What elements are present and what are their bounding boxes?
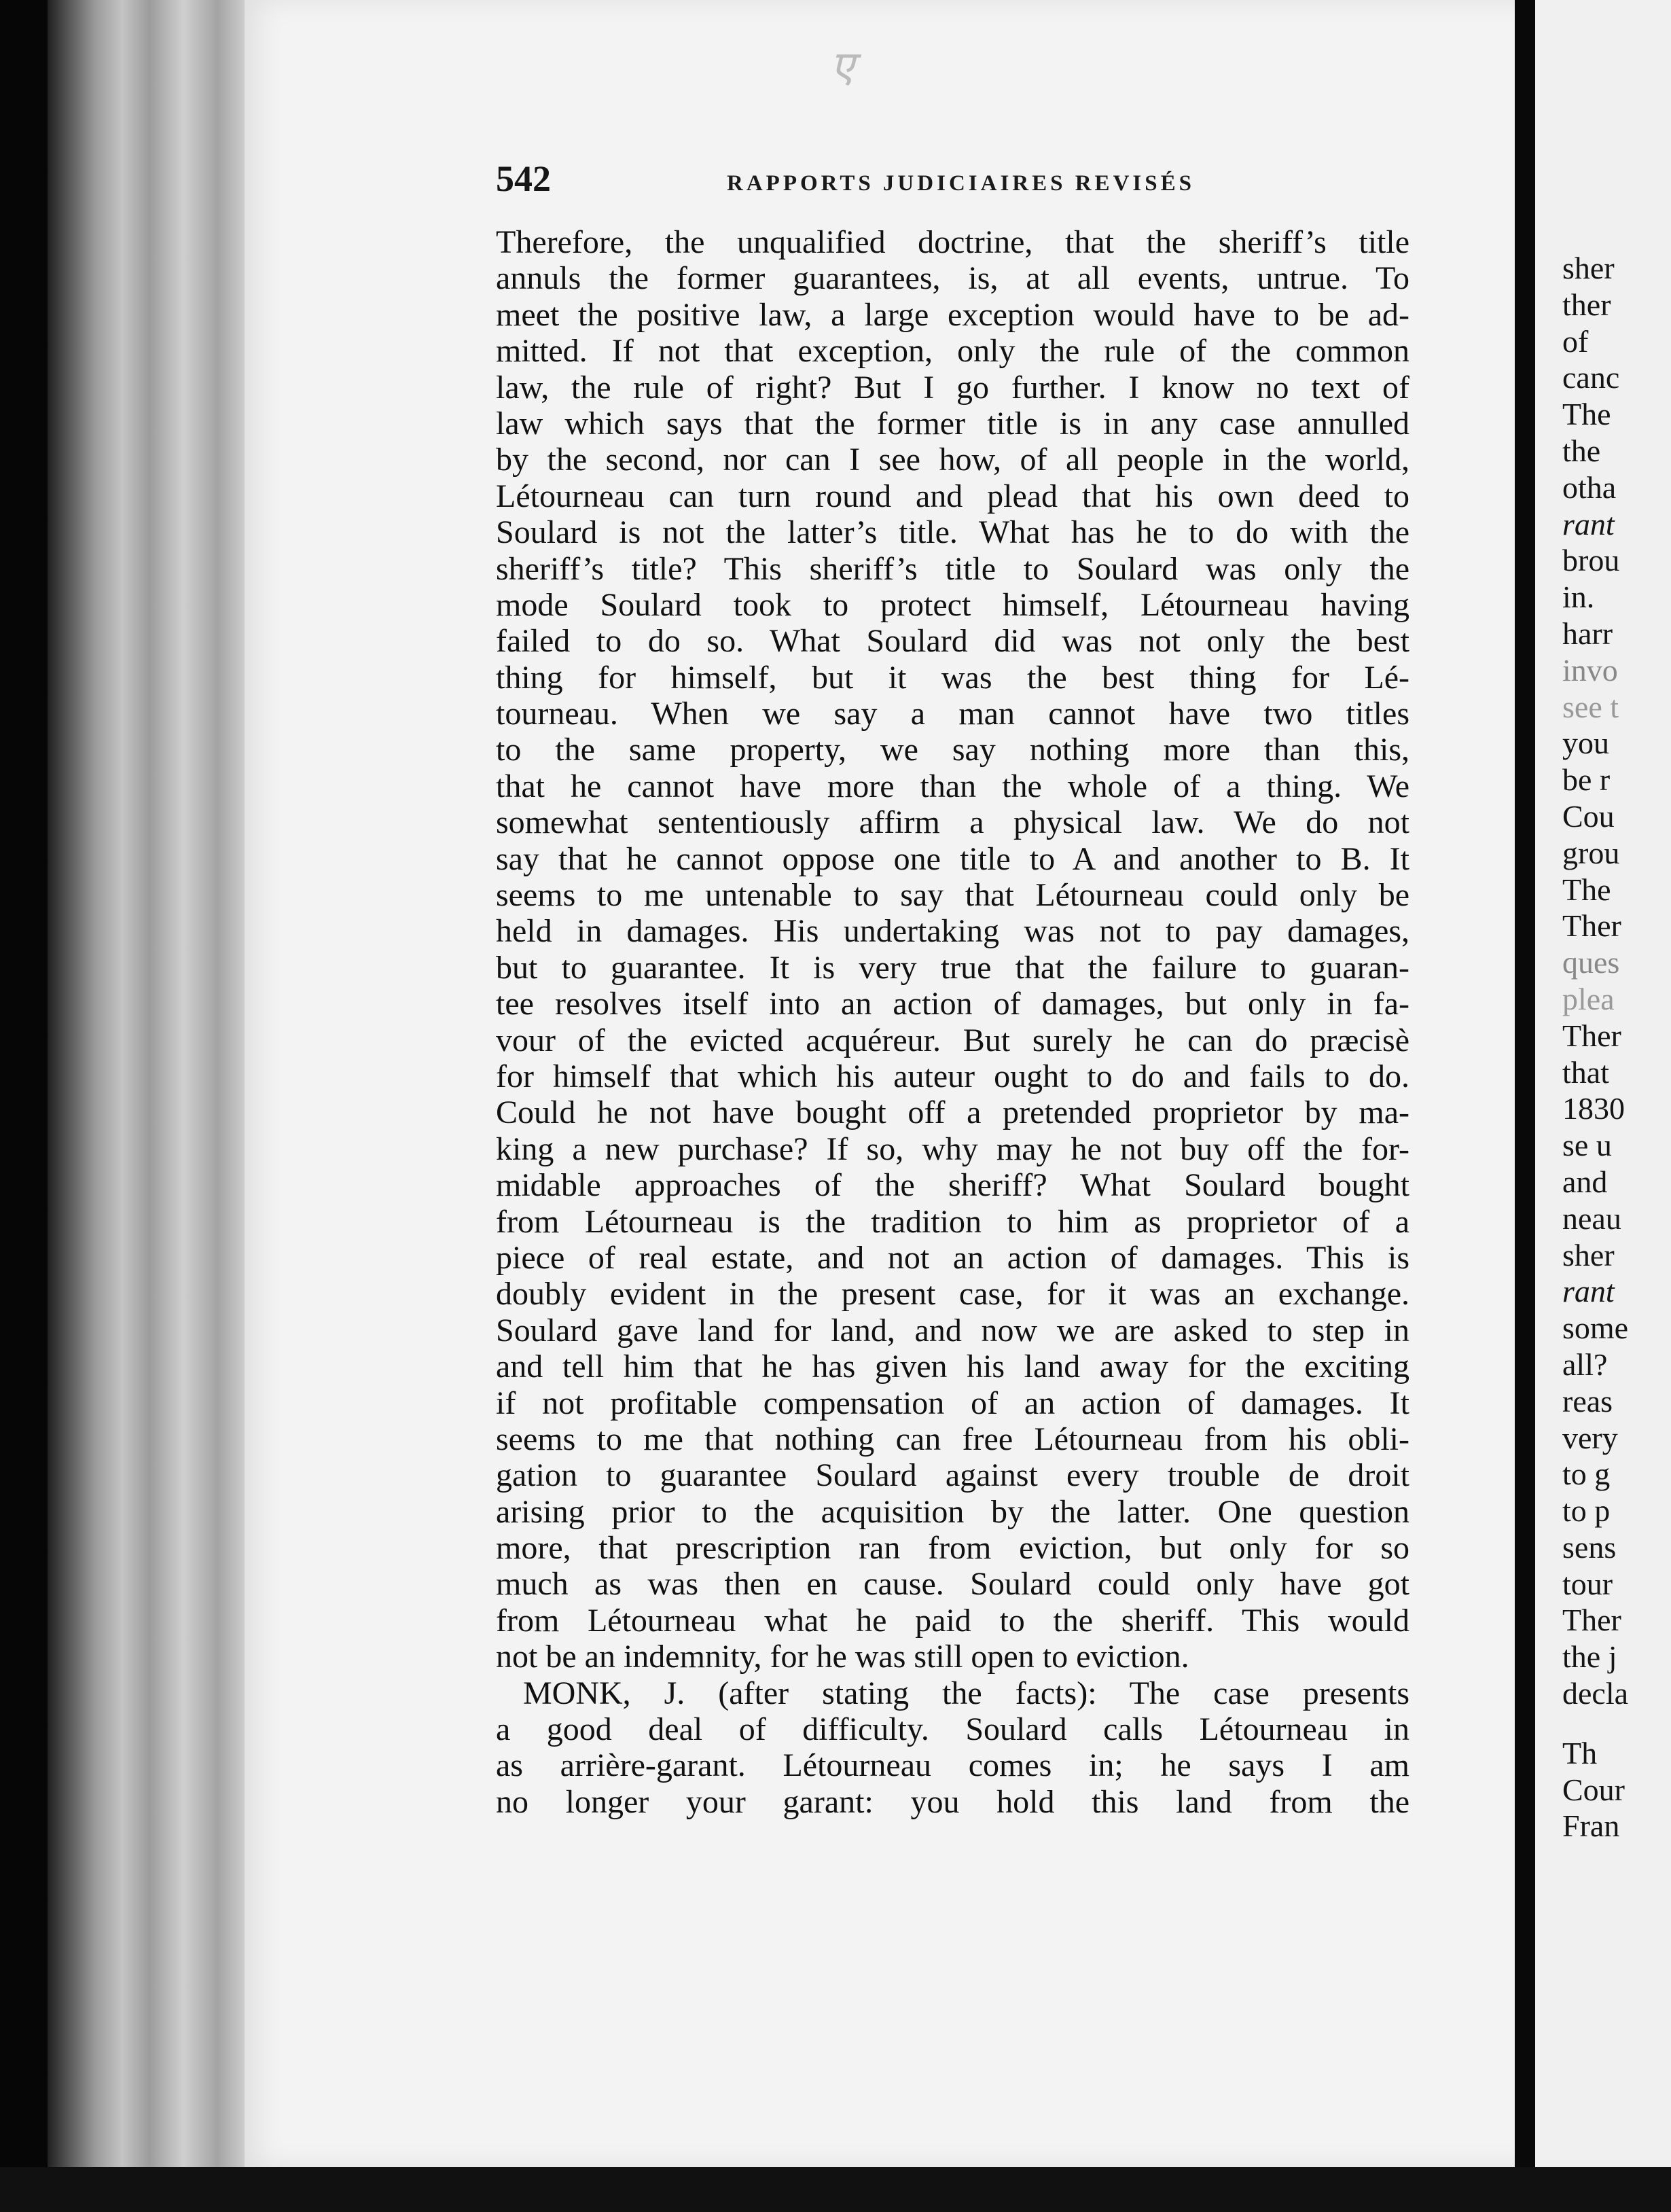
- text-line: Could he not have bought off a pretended proprietor by ma-: [496, 1094, 1409, 1131]
- text-line: midable approaches of the sheriff? What Soulard bought: [496, 1167, 1409, 1204]
- text-line: and tell him that he has given his land away for the exciting: [496, 1349, 1409, 1385]
- text-line: annuls the former guarantees, is, at all events, untrue. To: [496, 260, 1409, 297]
- facing-line: the: [1562, 433, 1601, 468]
- text-line: more, that prescription ran from eviction, but only for so: [496, 1530, 1409, 1567]
- facing-line: tour: [1562, 1566, 1613, 1601]
- facing-line: Ther: [1562, 908, 1621, 944]
- text-line: law, the rule of right? But I go further. I know no text of: [496, 369, 1409, 406]
- text-line: a good deal of difficulty. Soulard calls Létourneau in: [496, 1711, 1409, 1748]
- facing-line: that: [1562, 1054, 1609, 1090]
- facing-line: The: [1562, 397, 1611, 432]
- text-line: by the second, nor can I see how, of all people in the world,: [496, 442, 1409, 478]
- text-line: thing for himself, but it was the best thing for Lé-: [496, 659, 1409, 696]
- text-line: not be an indemnity, for he was still open to eviction.: [496, 1639, 1189, 1675]
- text-line: from Létourneau is the tradition to him as proprietor of a: [496, 1203, 1409, 1240]
- facing-line: in.: [1562, 579, 1595, 615]
- text-line: law which says that the former title is in any case annulled: [496, 405, 1409, 442]
- scan-left-edge: [0, 0, 48, 2212]
- facing-line: 1830: [1562, 1091, 1625, 1126]
- facing-line: to p: [1562, 1493, 1611, 1529]
- text-line: mitted. If not that exception, only the rule of the common: [496, 333, 1409, 370]
- facing-line: the j: [1562, 1639, 1617, 1675]
- facing-line: brou: [1562, 543, 1620, 578]
- text-line: king a new purchase? If so, why may he not buy off the for-: [496, 1130, 1409, 1167]
- facing-line: you: [1562, 726, 1609, 761]
- text-line: but to guarantee. It is very true that the failure to guaran-: [496, 949, 1409, 986]
- facing-line: sher: [1562, 1237, 1615, 1272]
- text-line: Therefore, the unqualified doctrine, that the sheriff’s title: [496, 224, 1409, 260]
- text-line: held in damages. His undertaking was not to pay damages,: [496, 913, 1409, 950]
- facing-line: of: [1562, 323, 1589, 359]
- facing-page-text: [1562, 250, 1671, 1844]
- facing-line: be r: [1562, 762, 1611, 798]
- facing-line: decla: [1562, 1676, 1629, 1711]
- facing-line: reas: [1562, 1383, 1613, 1419]
- facing-line: Ther: [1562, 1018, 1621, 1053]
- facing-line: to g: [1562, 1457, 1611, 1492]
- text-line: as arrière-garant. Létourneau comes in; he says I am: [496, 1747, 1409, 1784]
- text-line: that he cannot have more than the whole of a thing. We: [496, 768, 1409, 804]
- text-line: Létourneau can turn round and plead that his own deed to: [496, 478, 1409, 514]
- facing-line: and: [1562, 1164, 1608, 1199]
- text-line: seems to me untenable to say that Létourneau could only be: [496, 877, 1409, 914]
- facing-line: all?: [1562, 1346, 1608, 1382]
- text-line: piece of real estate, and not an action of damages. This is: [496, 1239, 1409, 1276]
- facing-line: ques: [1562, 945, 1620, 980]
- scan-bottom-edge: [0, 2167, 1671, 2212]
- facing-line: Cou: [1562, 798, 1615, 834]
- facing-line: sher: [1562, 251, 1615, 285]
- facing-line: sens: [1562, 1529, 1617, 1565]
- facing-line: The: [1562, 872, 1611, 907]
- text-line: doubly evident in the present case, for it was an exchange.: [496, 1276, 1409, 1313]
- body-text: [496, 224, 1409, 1820]
- text-line: tee resolves itself into an action of damages, but only in fa-: [496, 986, 1409, 1022]
- facing-line: plea: [1562, 981, 1615, 1016]
- page-number: 542: [496, 158, 551, 199]
- page-header: [496, 158, 1409, 205]
- facing-line: neau: [1562, 1200, 1621, 1236]
- facing-line: se u: [1562, 1128, 1612, 1163]
- facing-line: canc: [1562, 360, 1620, 395]
- facing-line: Fran: [1562, 1808, 1620, 1844]
- facing-line: rant: [1562, 506, 1615, 541]
- text-line: meet the positive law, a large exception would have to be ad-: [496, 296, 1409, 333]
- library-stamp-mark: ए: [830, 43, 857, 91]
- text-line: Soulard gave land for land, and now we are asked to step in: [496, 1312, 1409, 1349]
- text-line: seems to me that nothing can free Létourneau from his obli-: [496, 1421, 1409, 1457]
- book-page-edges: [48, 0, 251, 2212]
- text-line: MONK, J. (after stating the facts): The case presents: [523, 1675, 1409, 1711]
- running-title: RAPPORTS JUDICIAIRES REVISÉS: [727, 171, 1195, 196]
- text-line: tourneau. When we say a man cannot have two titles: [496, 696, 1409, 732]
- facing-line: rant: [1562, 1274, 1615, 1309]
- book-gutter: [1515, 0, 1535, 2212]
- text-line: for himself that which his auteur ought to do and fails to do.: [496, 1058, 1409, 1094]
- text-line: mode Soulard took to protect himself, Létourneau having: [496, 586, 1409, 623]
- facing-line: ther: [1562, 287, 1611, 322]
- facing-line: Cour: [1562, 1772, 1625, 1807]
- facing-line: Ther: [1562, 1603, 1621, 1638]
- facing-line: see t: [1562, 689, 1619, 724]
- facing-line: very: [1562, 1420, 1618, 1455]
- facing-line: Th: [1562, 1735, 1598, 1770]
- text-line: vour of the evicted acquéreur. But surely he can do præcisè: [496, 1022, 1409, 1058]
- text-line: much as was then en cause. Soulard could only have got: [496, 1566, 1409, 1603]
- text-line: to the same property, we say nothing more than this,: [496, 732, 1409, 768]
- text-line: no longer your garant: you hold this land from the: [496, 1783, 1409, 1820]
- text-line: from Létourneau what he paid to the sheriff. This would: [496, 1602, 1409, 1639]
- text-line: somewhat sententiously affirm a physical law. We do not: [496, 804, 1409, 841]
- text-line: failed to do so. What Soulard did was not only the best: [496, 623, 1409, 660]
- text-line: arising prior to the acquisition by the latter. One question: [496, 1493, 1409, 1530]
- facing-line: otha: [1562, 469, 1617, 505]
- facing-line: grou: [1562, 835, 1620, 870]
- text-line: Soulard is not the latter’s title. What has he to do with the: [496, 514, 1409, 551]
- text-line: sheriff’s title? This sheriff’s title to Soulard was only the: [496, 550, 1409, 587]
- text-line: say that he cannot oppose one title to A and another to B. It: [496, 840, 1409, 877]
- facing-line: some: [1562, 1310, 1629, 1346]
- facing-line: harr: [1562, 616, 1613, 651]
- text-line: if not profitable compensation of an action of damages. It: [496, 1385, 1409, 1421]
- text-line: gation to guarantee Soulard against every trouble de droit: [496, 1457, 1409, 1494]
- facing-line: invo: [1562, 652, 1618, 688]
